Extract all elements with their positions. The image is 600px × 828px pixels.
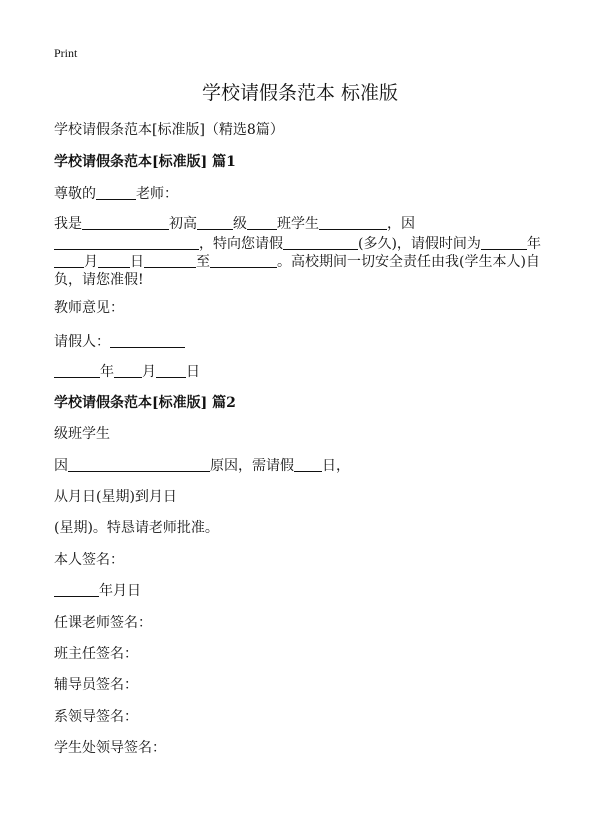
reason-blank [54, 235, 199, 250]
s2-class-line: 级班学生 [54, 426, 110, 442]
s2-sign-counselor: 辅导员签名： [54, 677, 138, 693]
date-day-blank [156, 363, 186, 378]
date-month-blank [114, 363, 142, 378]
date-year-blank [54, 363, 100, 378]
grade-blank [197, 215, 233, 230]
s2-period-line: 从月日(星期)到月日 [54, 489, 177, 505]
s2-sign-teacher: 任课老师签名： [54, 615, 152, 631]
s2-date-suffix: 年月日 [99, 583, 141, 599]
s2-reason-line [54, 455, 350, 475]
text-month: 月 [84, 254, 98, 270]
end-date-blank-2 [210, 253, 277, 268]
student-blank [319, 215, 387, 230]
document-title: 学校请假条范本 标准版 [201, 82, 399, 104]
duration-blank [283, 235, 358, 250]
body-line-2 [54, 233, 541, 253]
teacher-opinion-label: 教师意见： [54, 300, 124, 316]
text-reason-need-leave: 原因，需请假 [210, 458, 294, 474]
reason-blank-2 [68, 457, 210, 472]
text-to: 至 [196, 254, 210, 270]
text-day: 日 [130, 254, 144, 270]
text-grade-level: 初高 [169, 216, 197, 232]
s2-approval-line: (星期)。特恳请老师批准。 [54, 520, 219, 536]
s2-sign-dept-leader: 系领导签名： [54, 709, 138, 725]
requester-line [54, 331, 185, 351]
salutation-suffix: 老师： [136, 186, 178, 202]
section-2-heading: 学校请假条范本[标准版] 篇2 [54, 395, 236, 411]
text-year: 年 [526, 236, 541, 252]
text-because: ，因 [387, 216, 415, 232]
text-request-leave: ，特向您请假 [199, 236, 283, 252]
text-days: 日， [322, 458, 350, 474]
body-line-3 [54, 251, 540, 271]
text-date-month: 月 [142, 364, 156, 380]
text-responsibility: 。高校期间一切安全责任由我(学生本人)自 [277, 254, 540, 270]
days-blank [294, 457, 322, 472]
s2-signature-label: 本人签名： [54, 552, 124, 568]
s2-date-blank [54, 582, 99, 597]
text-class-student: 班学生 [277, 216, 319, 232]
text-date-year: 年 [100, 364, 114, 380]
body-line-1 [54, 213, 415, 233]
s2-date-line [54, 580, 141, 600]
salutation-prefix: 尊敬的 [54, 186, 96, 202]
class-blank [247, 215, 277, 230]
section-1-heading: 学校请假条范本[标准版] 篇1 [54, 154, 236, 170]
requester-label: 请假人： [54, 334, 110, 350]
text-date-day: 日 [186, 364, 200, 380]
text-i-am: 我是 [54, 216, 82, 232]
body-line-4: 负，请您准假! [54, 272, 144, 288]
day-blank [98, 253, 130, 268]
name-blank [82, 215, 169, 230]
text-grade: 级 [233, 216, 247, 232]
end-date-blank-1 [144, 253, 196, 268]
salutation-line [54, 183, 178, 203]
year-blank [481, 235, 527, 250]
document-subtitle: 学校请假条范本[标准版]（精选8篇） [54, 122, 284, 138]
s2-sign-student-office: 学生处领导签名： [54, 740, 166, 756]
requester-blank [110, 333, 185, 348]
text-leave-time: (多久)，请假时间为 [358, 236, 481, 252]
print-label: Print [54, 46, 78, 60]
text-because-2: 因 [54, 458, 68, 474]
date-line [54, 361, 200, 381]
month-blank [54, 253, 84, 268]
s2-sign-head-teacher: 班主任签名： [54, 646, 138, 662]
teacher-name-blank [96, 185, 136, 200]
